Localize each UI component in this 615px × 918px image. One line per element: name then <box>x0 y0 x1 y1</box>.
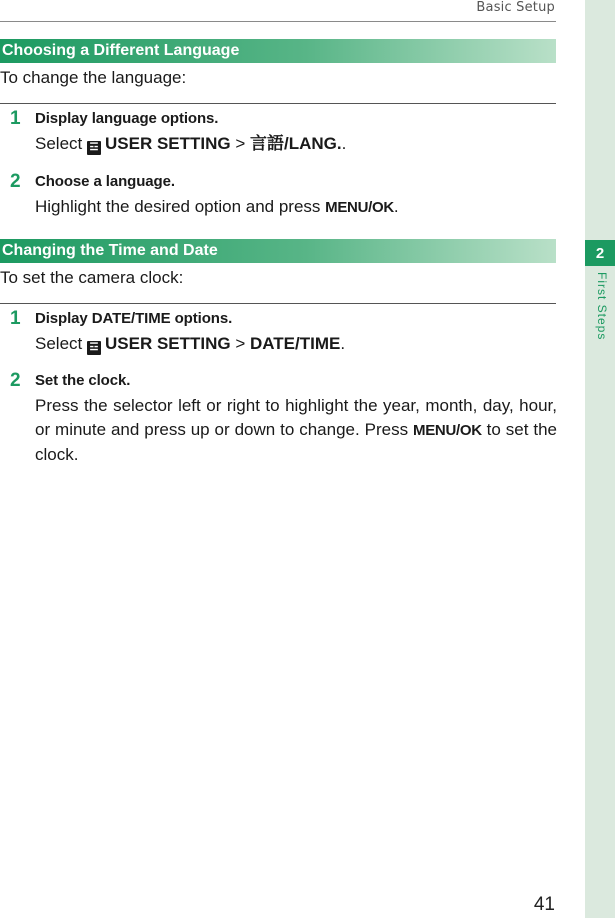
section-heading-time-date: Changing the Time and Date <box>0 239 556 263</box>
menu-target: DATE/TIME <box>249 334 341 353</box>
chapter-number: 2 <box>585 240 615 266</box>
page-number: 41 <box>533 894 555 915</box>
user-setting-icon: ☲ <box>87 341 101 355</box>
step-prefix: Select <box>35 334 87 353</box>
menu-separator: > <box>230 334 250 353</box>
header-rule <box>0 21 556 22</box>
step-suffix: to set the clock. <box>35 420 557 464</box>
step-body <box>35 332 557 356</box>
step-text: Highlight the desired option and press <box>35 197 326 216</box>
chapter-side-tab <box>585 0 615 918</box>
step-number: 1 <box>10 108 21 129</box>
chapter-label: First Steps <box>595 272 609 341</box>
step-body <box>35 132 557 156</box>
section-rule <box>0 103 556 104</box>
section-rule <box>0 303 556 304</box>
running-header: Basic Setup <box>476 0 555 15</box>
section-intro-language: To change the language: <box>0 68 187 87</box>
step-number: 2 <box>10 370 21 391</box>
menu-target: 言語/LANG. <box>249 134 342 153</box>
menu-ok-key: MENU/OK <box>413 422 482 439</box>
step-suffix: . <box>341 134 347 153</box>
step-title: Set the clock. <box>35 372 131 389</box>
step-prefix: Select <box>35 134 87 153</box>
menu-separator: > <box>230 134 250 153</box>
step-number: 1 <box>10 308 21 329</box>
step-number: 2 <box>10 171 21 192</box>
step-body <box>35 394 557 467</box>
step-suffix: . <box>393 197 399 216</box>
section-intro-time-date: To set the camera clock: <box>0 268 184 287</box>
step-title: Display DATE/TIME options. <box>35 310 233 327</box>
section-heading-language: Choosing a Different Language <box>0 39 556 63</box>
user-setting-icon: ☲ <box>87 141 101 155</box>
menu-name: USER SETTING <box>104 334 231 353</box>
step-suffix: . <box>340 334 346 353</box>
menu-name: USER SETTING <box>104 134 231 153</box>
step-body <box>35 195 557 220</box>
menu-ok-key: MENU/OK <box>325 199 394 216</box>
step-title: Choose a language. <box>35 173 175 190</box>
step-title: Display language options. <box>35 110 219 127</box>
step-text: Press the selector left or right to highlight the year, month, day, hour, or minute and press up or down to change. Press <box>35 396 557 439</box>
